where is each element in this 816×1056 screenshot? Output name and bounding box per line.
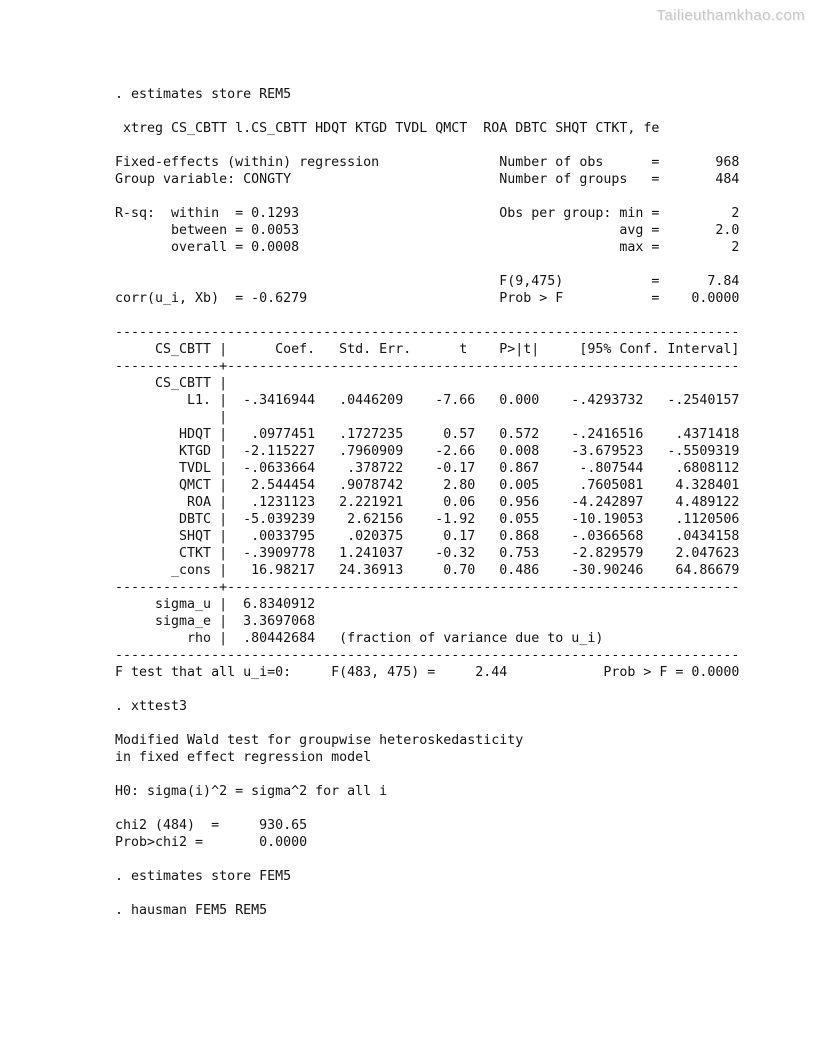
coef-row-ktgd: KTGD | -2.115227 .7960909 -2.66 0.008 -3.679523 -.5509319 [115, 444, 740, 459]
table-rule-mid: -------------+---------------------------------------------------------------- [115, 359, 740, 374]
coef-row-hdqt: HDQT | .0977451 .1727235 0.57 0.572 -.2416516 .4371418 [115, 427, 740, 442]
aux-row-sigma_e: sigma_e | 3.3697068 [115, 614, 316, 629]
f-test-line: F test that all u_i=0: F(483, 475) = 2.44 Prob > F = 0.0000 [115, 665, 740, 680]
cmd-estimates-store-rem5: . estimates store REM5 [115, 87, 292, 102]
stat-corr-prob-f: corr(u_i, Xb) = -0.6279 Prob > F = 0.0000 [115, 291, 740, 306]
cmd-estimates-store-fem5: . estimates store FEM5 [115, 869, 292, 884]
blank-line [115, 885, 739, 902]
blank-line [115, 137, 739, 154]
wald-chi2-result: chi2 (484) = 930.65 [115, 818, 308, 833]
stat-rsq-within-obs-min: R-sq: within = 0.1293 Obs per group: min = 2 [115, 206, 740, 221]
table-rule-bottom: ------------------------------------------------------------------------------ [115, 648, 740, 663]
coef-row-shqt: SHQT | .0033795 .020375 0.17 0.868 -.0366568 .0434158 [115, 529, 740, 544]
coef-row-roa: ROA | .1231123 2.221921 0.06 0.956 -4.242897 4.489122 [115, 495, 740, 510]
cmd-xttest3: . xttest3 [115, 699, 188, 714]
wald-prob-result: Prob>chi2 = 0.0000 [115, 835, 308, 850]
stat-rsq-between-avg: between = 0.0053 avg = 2.0 [115, 223, 740, 238]
blank-line [115, 681, 739, 698]
blank-line [115, 800, 739, 817]
blank-line [115, 715, 739, 732]
blank-line [115, 766, 739, 783]
blank-line [115, 188, 739, 205]
table-rule-top: ------------------------------------------------------------------------------ [115, 325, 740, 340]
coef-row-qmct: QMCT | 2.544454 .9078742 2.80 0.005 .7605081 4.328401 [115, 478, 740, 493]
stat-number-of-obs: Fixed-effects (within) regression Number of obs = 968 [115, 155, 740, 170]
stat-rsq-overall-max: overall = 0.0008 max = 2 [115, 240, 740, 255]
wald-h0: H0: sigma(i)^2 = sigma^2 for all i [115, 784, 388, 799]
coef-row-_cons: _cons | 16.98217 24.36913 0.70 0.486 -30.90246 64.86679 [115, 563, 740, 578]
watermark-tailieuthamkhao: Tailieuthamkhao.com [656, 7, 805, 24]
coef-row-ctkt: CTKT | -.3909778 1.241037 -0.32 0.753 -2.829579 2.047623 [115, 546, 740, 561]
coef-row-spacer: | [115, 410, 228, 425]
coef-group-cs_cbtt: CS_CBTT | [115, 376, 228, 391]
blank-line [115, 103, 739, 120]
blank-line [115, 307, 739, 324]
cmd-xtreg: xtreg CS_CBTT l.CS_CBTT HDQT KTGD TVDL QMCT ROA DBTC SHQT CTKT, fe [115, 121, 660, 136]
coef-row-l1: L1. | -.3416944 .0446209 -7.66 0.000 -.4293732 -.2540157 [115, 393, 740, 408]
coef-row-tvdl: TVDL | -.0633664 .378722 -0.17 0.867 -.807544 .6808112 [115, 461, 740, 476]
wald-test-title-line1: Modified Wald test for groupwise heteroskedasticity [115, 733, 524, 748]
stat-f-statistic: F(9,475) = 7.84 [115, 274, 740, 289]
blank-line [115, 851, 739, 868]
stata-output [115, 86, 739, 919]
aux-row-sigma_u: sigma_u | 6.8340912 [115, 597, 316, 612]
blank-line [115, 256, 739, 273]
aux-row-rho: rho | .80442684 (fraction of variance due to u_i) [115, 631, 604, 646]
wald-test-title-line2: in fixed effect regression model [115, 750, 372, 765]
table-rule-mid-2: -------------+---------------------------------------------------------------- [115, 580, 740, 595]
stat-number-of-groups: Group variable: CONGTY Number of groups = 484 [115, 172, 740, 187]
table-header-row: CS_CBTT | Coef. Std. Err. t P>|t| [95% Conf. Interval] [115, 342, 740, 357]
cmd-hausman: . hausman FEM5 REM5 [115, 903, 268, 918]
coef-row-dbtc: DBTC | -5.039239 2.62156 -1.92 0.055 -10.19053 .1120506 [115, 512, 740, 527]
